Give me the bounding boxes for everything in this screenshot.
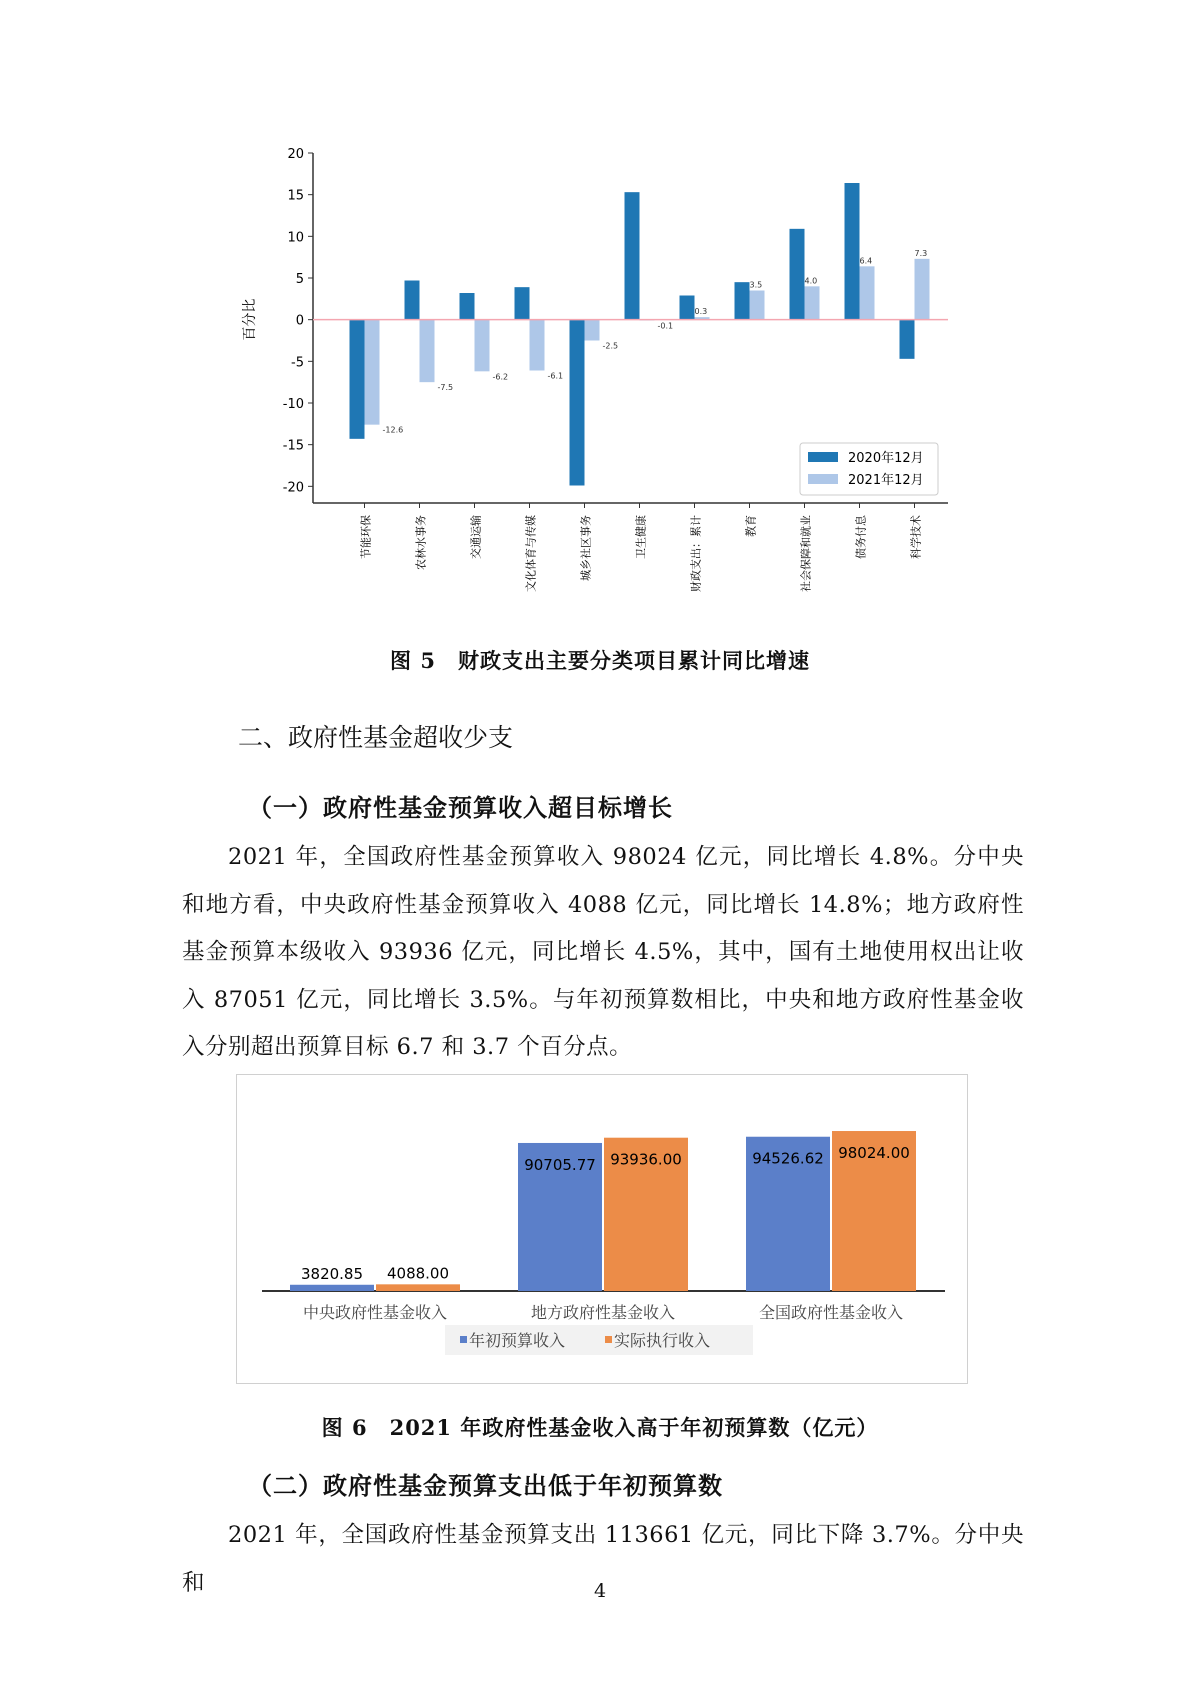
x-tick-label: 科学技术 [909, 515, 923, 559]
y-tick-label: -15 [282, 438, 304, 454]
data-label: -6.2 [492, 372, 509, 382]
figure6-frame [236, 1074, 968, 1384]
bar-2020 [900, 320, 915, 359]
data-label: 98024.00 [838, 1144, 910, 1163]
legend-swatch [605, 1336, 612, 1343]
x-tick-label: 教育 [744, 515, 758, 537]
data-label: -2.5 [602, 341, 619, 351]
bar-2020 [735, 282, 750, 320]
bar-2020 [845, 183, 860, 320]
x-tick-label: 节能环保 [359, 515, 373, 559]
category-label: 全国政府性基金收入 [758, 1303, 904, 1322]
figure6-chart [237, 1075, 967, 1383]
data-label: 90705.77 [524, 1155, 596, 1174]
subsection-title-2: （二）政府性基金预算支出低于年初预算数 [248, 1471, 723, 1500]
x-tick-label: 债务付息 [854, 515, 868, 559]
bar-2020 [460, 293, 475, 320]
bar-2021 [585, 320, 600, 341]
bar-2021 [475, 320, 490, 372]
x-tick-label: 财政支出：累计 [689, 515, 703, 592]
paragraph-2-text: 2021 年，全国政府性基金预算支出 113661 亿元，同比下降 3.7%。分中央和 [182, 1522, 1024, 1596]
legend-label: 年初预算收入 [469, 1331, 566, 1350]
legend-label: 2020年12月 [848, 451, 924, 466]
figure5-caption: 图 5 财政支出主要分类项目累计同比增速 [390, 648, 810, 673]
x-tick-label: 文化体育与传媒 [524, 515, 538, 592]
bar-2020 [515, 287, 530, 320]
x-tick-label: 社会保障和就业 [799, 515, 813, 592]
bar-2020 [790, 229, 805, 320]
bar-budget [290, 1285, 374, 1291]
y-tick-label: 20 [287, 147, 304, 162]
bar-2020 [570, 320, 585, 486]
y-tick-label: -10 [282, 397, 304, 412]
bar-2020 [625, 192, 640, 320]
paragraph-1 [182, 834, 1024, 1072]
x-tick-label: 城乡社区事务 [579, 515, 593, 581]
bar-2020 [350, 320, 365, 439]
bar-2021 [860, 266, 875, 319]
page-number: 4 [593, 1580, 607, 1602]
legend-swatch [808, 452, 838, 462]
y-tick-label: 0 [295, 313, 304, 329]
bar-2021 [915, 259, 930, 320]
data-label: 94526.62 [752, 1149, 824, 1168]
bar-2020 [405, 281, 420, 320]
bar-2021 [530, 320, 545, 371]
data-label: 6.4 [859, 256, 873, 266]
data-label: 4.0 [804, 276, 818, 286]
data-label: 4088.00 [386, 1264, 450, 1283]
figure5-chart [240, 140, 960, 620]
bar-2021 [420, 320, 435, 383]
x-tick-label: 交通运输 [469, 515, 483, 559]
y-tick-label: -20 [282, 480, 304, 496]
data-label: -6.1 [547, 371, 564, 381]
data-label: 0.3 [694, 307, 708, 317]
bar-2021 [365, 320, 380, 425]
x-tick-label: 卫生健康 [634, 515, 648, 559]
data-label: -0.1 [657, 321, 674, 331]
bar-2021 [805, 286, 820, 319]
data-label: 93936.00 [610, 1150, 682, 1169]
x-tick-label: 农林水事务 [414, 515, 428, 570]
y-tick-label: 10 [287, 230, 304, 246]
legend-swatch [460, 1336, 467, 1343]
data-label: 3.5 [749, 280, 763, 290]
bar-2021 [750, 291, 765, 320]
data-label: -12.6 [382, 425, 404, 435]
y-tick-label: 15 [287, 188, 304, 204]
bar-actual [376, 1284, 460, 1291]
legend-label: 实际执行收入 [614, 1331, 711, 1350]
y-tick-label: -5 [291, 355, 304, 371]
y-axis-label: 百分比 [242, 298, 258, 341]
figure6-caption: 图 6 2021 年政府性基金收入高于年初预算数（亿元） [321, 1415, 879, 1440]
data-label: -7.5 [437, 383, 454, 393]
data-label: 3820.85 [300, 1264, 364, 1283]
legend-label: 2021年12月 [848, 473, 924, 488]
y-tick-label: 5 [295, 272, 304, 287]
section-title: 二、政府性基金超收少支 [238, 723, 514, 752]
legend-swatch [808, 474, 838, 484]
category-label: 地方政府性基金收入 [530, 1303, 676, 1322]
data-label: 7.3 [914, 248, 928, 258]
subsection-title-1: （一）政府性基金预算收入超目标增长 [248, 793, 673, 822]
category-label: 中央政府性基金收入 [302, 1303, 448, 1322]
paragraph-1-text: 2021 年，全国政府性基金预算收入 98024 亿元，同比增长 4.8%。分中央和地方看，中央政府性基金预算收入 4088 亿元，同比增长 14.8%；地方政府性基金预算本级收入 93936 亿元，同比增长 4.5%，其中，国有土地使用权出让收入 87051 亿元，同比增长 3.5%。与年初预算数相比，中央和地方政府性基金收入分别超出预算目标 6.7 和 3.7 个百分点。 [182, 844, 1024, 1060]
bar-2020 [680, 296, 695, 320]
